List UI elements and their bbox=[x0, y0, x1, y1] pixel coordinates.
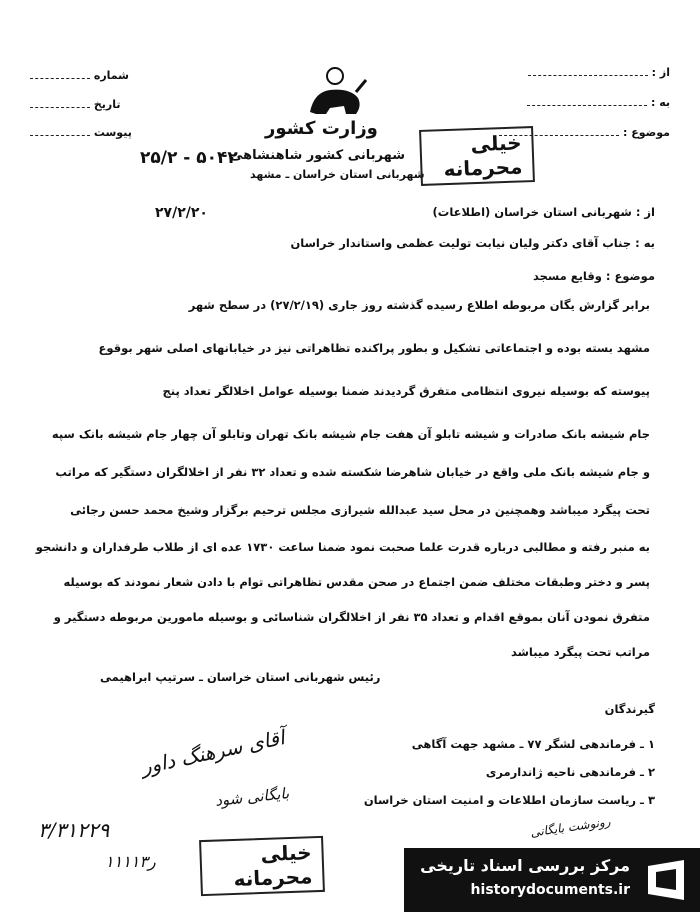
handwritten-reference: ۱۱۱۱ر۳ bbox=[105, 852, 156, 871]
recipient-item: ۲ ـ فرماندهی ناحیه ژاندارمری bbox=[485, 765, 655, 779]
body-line: پیوسته که بوسیله نیروی انتظامی متفرق گردیدند ضمنا بوسیله عوامل اخلالگر تعداد پنج bbox=[162, 384, 650, 398]
handwritten-note: آقای سرهنگ داور bbox=[139, 725, 287, 779]
body-line: به منبر رفته و مطالبی درباره قدرت علما صحبت نمود ضمنا ساعت ۱۷۳۰ عده ای از طلاب طرفداران و دانشجو bbox=[35, 540, 650, 554]
label-subject: موضوع : bbox=[499, 125, 670, 139]
body-line: برابر گزارش یگان مربوطه اطلاع رسیده گذشته روز جاری (۲۷/۲/۱۹) در سطح شهر bbox=[188, 298, 650, 312]
handwritten-file-number: ۳/۳۱۲۲۹ bbox=[38, 818, 110, 842]
recipient-item: ۳ ـ ریاست سازمان اطلاعات و امنیت استان خراسان bbox=[363, 793, 655, 807]
office-title: شهربانی کشور شاهنشاهی bbox=[230, 148, 405, 163]
top-confidential-stamp: خیلی محرمانه bbox=[419, 126, 535, 186]
subject-line: موضوع : وقایع مسجد bbox=[532, 269, 655, 283]
body-line: پسر و دختر وطبقات مختلف ضمن اجتماع در صحن مقدس تظاهراتی توام با دادن شعار نمودند که بوسیله bbox=[63, 575, 650, 589]
handwritten-note: رونوشت بایگانی bbox=[529, 814, 612, 840]
recipients-title: گیرندگان bbox=[604, 702, 655, 716]
body-line: و جام شیشه بانک ملی واقع در خیابان شاهرضا شکسته شده و تعداد ۳۲ نفر از اخلالگران دستگیر که مراتب bbox=[55, 465, 650, 479]
body-line: جام شیشه بانک صادرات و شیشه تابلو آن هفت جام شیشه بانک تهران وتابلو آن چهار جام شیشه بانک سپه bbox=[51, 427, 650, 441]
label-attachment: پیوست bbox=[30, 125, 132, 139]
city-dept: شهربانی استان خراسان ـ مشهد bbox=[250, 168, 425, 181]
signature-line: رئیس شهربانی استان خراسان ـ سرتیپ ابراهیمی bbox=[100, 670, 381, 684]
body-line: تحت پیگرد میباشد وهمچنین در محل سید عبدالله شیرازی مجلس ترحیم برگزار وشیخ محمد حسن رجائی bbox=[70, 503, 650, 517]
bottom-confidential-stamp: خیلی محرمانه bbox=[199, 836, 325, 896]
doc-date: ۲۷/۲/۲۰ bbox=[155, 205, 208, 221]
archive-watermark bbox=[404, 848, 700, 912]
serial-number: ۲۵/۲ - ۵۰۴۲ bbox=[140, 148, 238, 168]
archive-logo-icon bbox=[642, 856, 690, 904]
label-date: تاریخ bbox=[30, 97, 121, 111]
recipient-item: ۱ ـ فرماندهی لشگر ۷۷ ـ مشهد جهت آگاهی bbox=[411, 737, 655, 751]
lion-and-sun-emblem-icon bbox=[300, 62, 370, 120]
body-line: متفرق نمودن آنان بموقع اقدام و تعداد ۳۵ نفر از اخلالگران شناسائی و بوسیله مامورین مربوطه دستگیر و bbox=[53, 610, 650, 624]
handwritten-note: بایگانی شود bbox=[214, 784, 290, 810]
from-line: از : شهربانی استان خراسان (اطلاعات) bbox=[432, 205, 655, 219]
body-line: مراتب تحت پیگرد میباشد bbox=[510, 645, 650, 659]
label-to: به : bbox=[527, 95, 670, 109]
watermark-url: historydocuments.ir bbox=[470, 882, 630, 898]
body-line: مشهد بسته بوده و اجتماعاتی تشکیل و بطور پراکنده تظاهراتی نیز در خیابانهای اصلی شهر بوقوع bbox=[98, 341, 650, 355]
to-line: به : جناب آقای دکتر ولیان نیابت تولیت عظمی واستاندار خراسان bbox=[290, 236, 655, 250]
watermark-name: مرکز بررسی اسناد تاریخی bbox=[420, 856, 630, 875]
ministry-title: وزارت کشور bbox=[265, 118, 378, 139]
label-number: شماره bbox=[30, 68, 129, 82]
label-from: از : bbox=[528, 65, 670, 79]
